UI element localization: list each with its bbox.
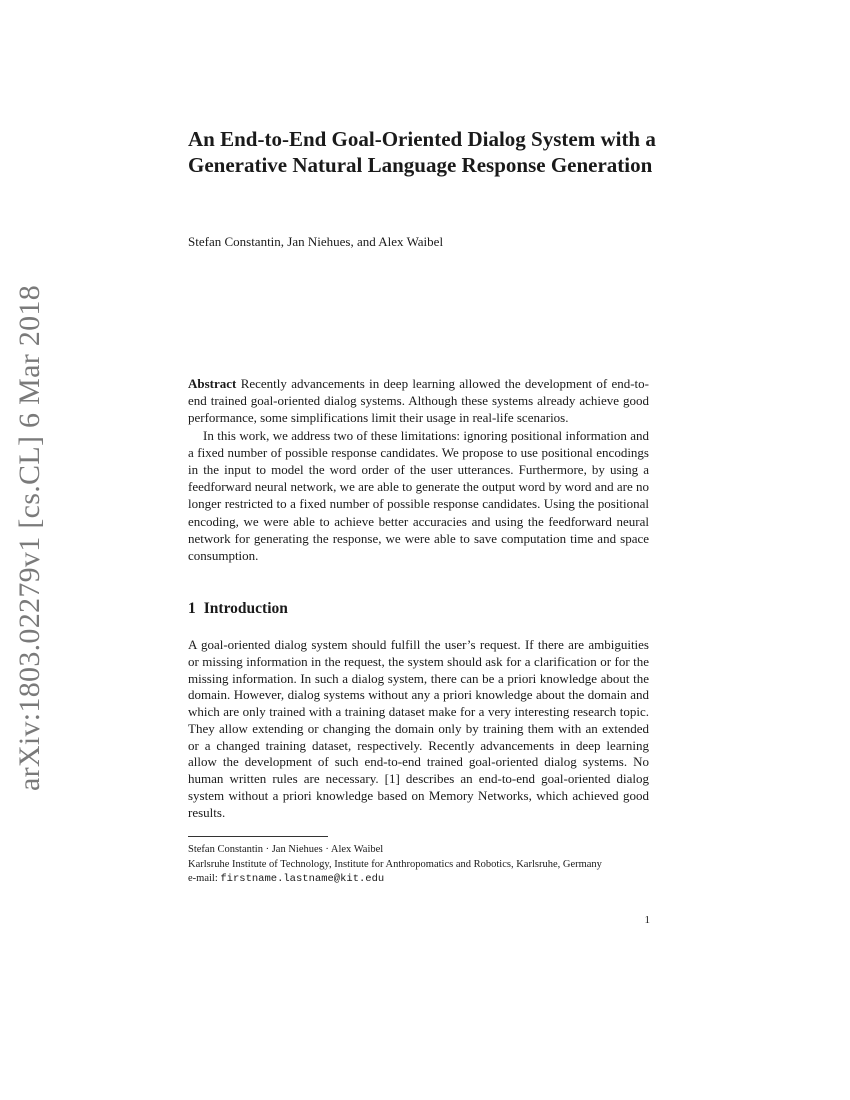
footnote-affiliation: Karlsruhe Institute of Technology, Institute for Anthropomatics and Robotics, Karlsruhe, Germany bbox=[188, 858, 602, 870]
section-number: 1 bbox=[188, 600, 196, 617]
abstract-paragraph bbox=[188, 375, 649, 427]
section-heading bbox=[188, 599, 288, 619]
author-list: Stefan Constantin, Jan Niehues, and Alex Waibel bbox=[188, 234, 444, 249]
intro-paragraph: A goal-oriented dialog system should fulfill the user’s request. If there are ambiguities or missing information in the request, the system should ask for a clarification or for the missing information. In such a dialog system, there can be a priori knowledge about the domain. However, dialog systems without any a priori knowledge about the domain and which are only trained with a training dataset make for a very interesting research topic. They allow extending or changing the domain only by training them with an extended or a changed training dataset, respectively. Recently advancements in deep learning allow the development of such end-to-end trained goal-oriented dialog systems. No human written rules are necessary. [1] describes an end-to-end goal-oriented dialog system without a priori knowledge based on Memory Networks, which achieved good results. bbox=[188, 637, 649, 820]
abstract-label: Abstract bbox=[188, 376, 237, 391]
email-address: firstname.lastname@kit.edu bbox=[220, 873, 385, 885]
footnote bbox=[188, 843, 658, 887]
arxiv-stamp bbox=[2, 284, 58, 791]
footnote-divider bbox=[188, 836, 328, 837]
page-number: 1 bbox=[644, 914, 650, 926]
paper-title: An End-to-End Goal-Oriented Dialog System with a Generative Natural Language Response Generation bbox=[188, 127, 656, 177]
abstract-paragraph-2: In this work, we address two of these limitations: ignoring positional information and a fixed number of possible response candidates. We propose to use positional encodings in the input to model the word order of the user utterances. Furthermore, by using a feedforward neural network, we are able to generate the output word by word and are no longer restricted to a fixed number of possible response candidates. Using the positional encoding, we were able to achieve better accuracies and using the feedforward neural network for generating the response, we were able to save computation time and space consumption. bbox=[188, 427, 649, 564]
email-label: e-mail: bbox=[188, 873, 221, 884]
footnote-email-line bbox=[188, 872, 658, 887]
arxiv-id: arXiv:1803.02279v1 [cs.CL] 6 Mar 2018 bbox=[13, 284, 46, 791]
footnote-authors: Stefan Constantin · Jan Niehues · Alex Waibel bbox=[188, 844, 384, 855]
abstract bbox=[188, 375, 649, 564]
abstract-text: Recently advancements in deep learning allowed the development of end-to-end trained goal-oriented dialog systems. Although these systems already achieve good performance, some simplifications limit their usage in real-life scenarios. bbox=[188, 376, 649, 426]
section-title: Introduction bbox=[203, 600, 288, 617]
